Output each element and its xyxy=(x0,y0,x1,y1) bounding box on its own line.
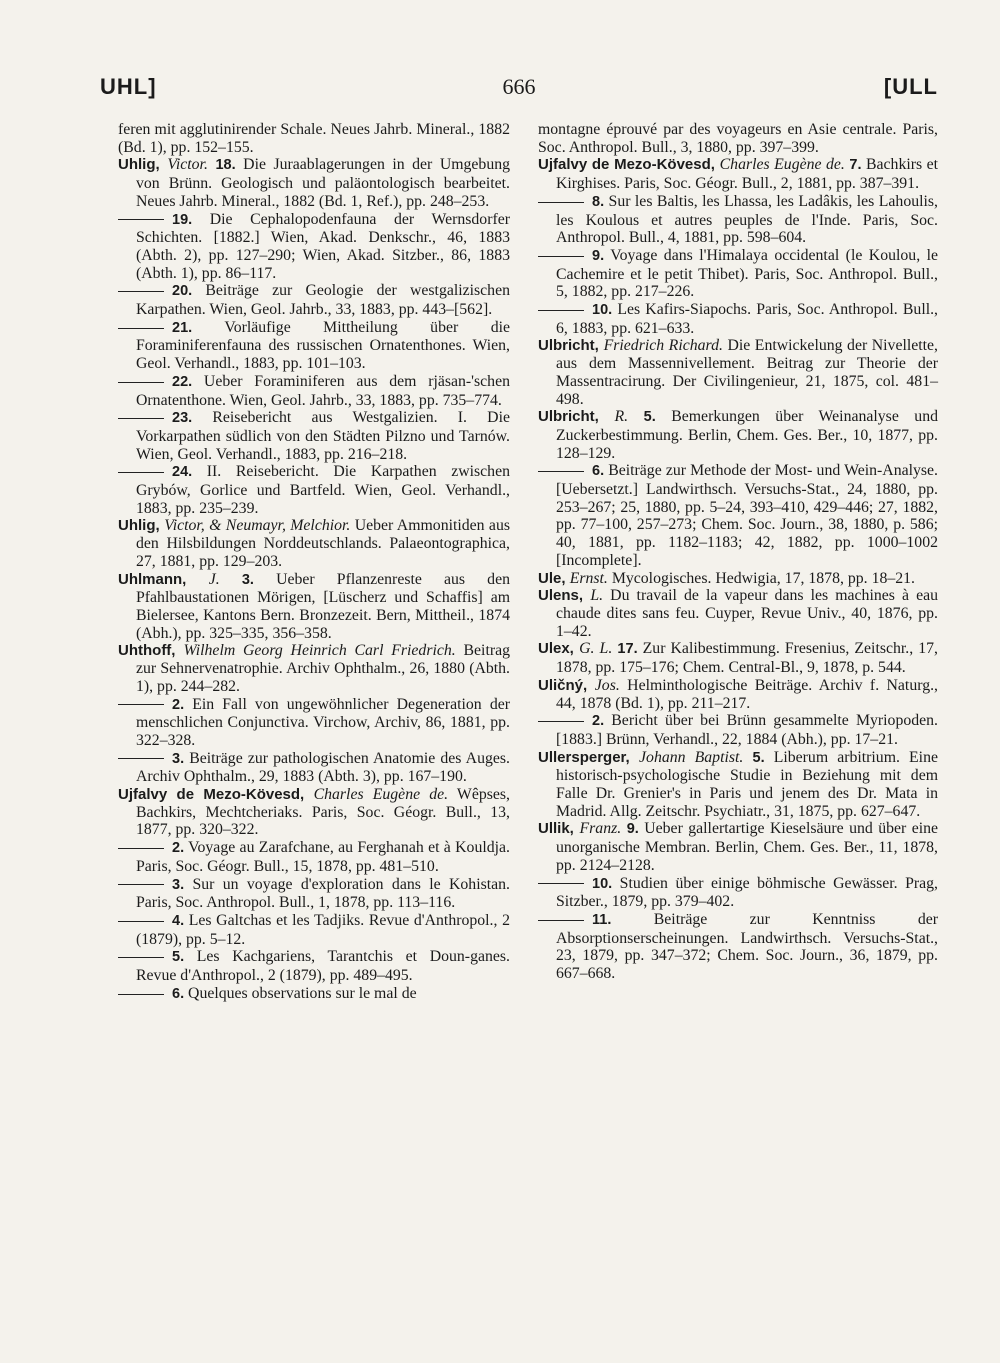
entry-number: 24. xyxy=(172,464,193,481)
author-name: Uhlig, xyxy=(118,517,165,535)
entry-number: 21. xyxy=(172,319,193,336)
entry-number: 7. xyxy=(844,157,862,174)
entry-text: montagne éprouvé par des voyageurs en Asie centrale. Paris, Soc. Anthropol. Bull., 3, 1880, pp. 397–399. xyxy=(538,121,938,156)
bibliography-entry xyxy=(118,319,510,373)
author-forename: Wilhelm Georg Heinrich Carl Friedrich. xyxy=(183,642,456,660)
ditto-dash xyxy=(118,884,164,885)
left-column xyxy=(118,121,510,1003)
ditto-dash xyxy=(118,328,164,329)
author-name: Ule, xyxy=(538,569,570,587)
entry-text: Voyage au Zarafchane, au Ferghanah et à Kouldja. Paris, Soc. Géogr. Bull., 15, 1878, pp. 481–510. xyxy=(136,839,510,875)
entry-number: 17. xyxy=(612,641,638,658)
entry-text: Ueber Foraminiferen aus dem rjäsan-'schen Ornatenthone. Wien, Geol. Jahrb., 33, 1883, pp. 735–774. xyxy=(136,372,510,409)
entry-number: 22. xyxy=(172,373,193,390)
bibliography-entry xyxy=(538,749,938,821)
entry-text: Beiträge zur Geologie der westgalizischen Karpathen. Wien, Geol. Jahrb., 33, 1883, pp. 443–[562]. xyxy=(136,282,510,319)
entry-text: Ein Fall von ungewöhnlicher Degeneration der menschlichen Conjunctiva. Virchow, Archiv, 86, 1881, pp. 322–328. xyxy=(136,695,510,749)
entry-text: Reisebericht aus Westgalizien. I. Die Vorkarpathen südlich von den Städten Pilzno und Tarnów. Wien, Geol. Verhandl., 1883, pp. 216–218. xyxy=(136,409,510,463)
entry-number: 18. xyxy=(207,157,236,174)
entry-number: 3. xyxy=(172,876,185,893)
ditto-dash xyxy=(118,219,164,220)
author-forename: Johann Baptist. xyxy=(639,748,744,766)
entry-number: 4. xyxy=(172,912,185,929)
ditto-dash xyxy=(538,471,584,472)
bibliography-entry xyxy=(538,587,938,640)
bibliography-entry xyxy=(538,408,938,462)
bibliography-entry xyxy=(538,301,938,337)
bibliography-entry xyxy=(118,121,510,156)
bibliography-entry xyxy=(118,642,510,695)
bibliography-entry xyxy=(538,677,938,712)
author-forename: Friedrich Richard. xyxy=(603,337,723,355)
entry-text: Die Juraablagerungen in der Umgebung von Brünn. Geologisch und paläontologisch bearbeitet. Neues Jahrb. Mineral., 1882 (Bd. 1, Ref.), pp. 248–253. xyxy=(136,156,511,210)
ditto-dash xyxy=(538,256,584,257)
entry-number: 19. xyxy=(172,211,193,228)
bibliography-entry xyxy=(118,696,510,750)
author-name: Uhthoff, xyxy=(118,642,184,660)
entry-number: 2. xyxy=(172,840,185,857)
entry-number: 5. xyxy=(172,949,185,966)
entry-text: Beiträge zur Methode der Most- und Wein-Analyse. [Uebersetzt.] Landwirthsch. Versuchs-Stat., 24, 1880, pp. 253–267; 25, 1880, pp. 5–24, 393–410, 429–446; 27, 1882, pp. 77–100, 257–273; Chem. Soc. Journ., 38, 1880, p. 586; 40, 1881, pp. 1182–1183; 42, 1882, pp. 1000–1002 [Incomplete]. xyxy=(556,462,938,569)
entry-number: 2. xyxy=(172,696,185,713)
right-column xyxy=(538,121,938,983)
bibliography-entry xyxy=(538,337,938,408)
entry-text: II. Reisebericht. Die Karpathen zwischen Grybów, Gorlice und Bartfeld. Wien, Geol. Verhandl., 1883, pp. 235–239. xyxy=(136,463,510,517)
author-name: Uličný, xyxy=(538,676,595,694)
bibliography-entry xyxy=(118,985,510,1004)
bibliography-entry xyxy=(538,911,938,983)
bibliography-entry xyxy=(538,156,938,192)
bibliography-entry xyxy=(118,463,510,517)
entry-number: 3. xyxy=(219,571,254,588)
ditto-dash xyxy=(118,382,164,383)
author-name: Ulens, xyxy=(538,587,591,605)
entry-text: Les Kafirs-Siapochs. Paris, Soc. Anthropol. Bull., 6, 1883, pp. 621–633. xyxy=(556,301,938,337)
entry-text: Ueber gallertartige Kieselsäure und über eine unorganische Membran. Berlin, Chem. Ges. Ber., 11, 1878, pp. 2124–2128. xyxy=(556,820,939,874)
ditto-dash xyxy=(118,291,164,292)
bibliography-entry xyxy=(118,750,510,786)
entry-text: Liberum arbitrium. Eine historisch-psychologische Studie in Beziehung mit dem Falle Dr. Grenier's in Paris und jenem des Dr. Mata in Madrid. Allg. Zeitschr. Psychiatr., 31, 1875, pp. 627–647. xyxy=(556,748,938,820)
bibliography-entry xyxy=(118,409,510,463)
author-name: Ulex, xyxy=(538,640,580,658)
bibliography-entry xyxy=(538,875,938,911)
entry-text: Studien über einige böhmische Gewässer. Prag, Sitzber., 1879, pp. 379–402. xyxy=(556,874,938,911)
bibliography-entry xyxy=(118,156,510,210)
entry-number: 20. xyxy=(172,283,193,300)
author-forename: Jos. xyxy=(594,676,620,694)
ditto-dash xyxy=(118,704,164,705)
author-forename: Victor. xyxy=(167,156,208,174)
bibliography-entry xyxy=(118,571,510,643)
bibliography-entry xyxy=(118,282,510,318)
entry-text: Zur Kalibestimmung. Fresenius, Zeitschr., 17, 1878, pp. 175–176; Chem. Central-Bl., 9, 1878, p. 544. xyxy=(556,640,938,677)
header-left-guide: UHL] xyxy=(100,74,157,99)
entry-text: feren mit agglutinirender Schale. Neues Jahrb. Mineral., 1882 (Bd. 1), pp. 152–155. xyxy=(118,121,510,156)
entry-text: Ueber Ammonitiden aus den Hilsbildungen Norddeutschlands. Palaeontographica, 27, 1881, pp. 129–203. xyxy=(136,517,510,570)
entry-number: 10. xyxy=(592,302,613,319)
ditto-dash xyxy=(538,883,584,884)
bibliography-entry xyxy=(538,247,938,301)
bibliography-entry xyxy=(538,640,938,676)
author-forename: Franz. xyxy=(579,820,622,838)
author-forename: Victor, & Neumayr, Melchior. xyxy=(164,517,351,535)
entry-number: 9. xyxy=(592,247,605,264)
entry-text: Voyage dans l'Himalaya occidental (le Koulou, le Cachemire et le petit Thibet). Paris, Soc. Anthropol. Bull., 5, 1882, pp. 217–226. xyxy=(556,246,938,301)
entry-number: 10. xyxy=(592,875,613,892)
bibliography-entry xyxy=(118,839,510,875)
entry-number: 6. xyxy=(592,463,605,480)
entry-text: Bachkirs et Kirghises. Paris, Soc. Géogr. Bull., 2, 1881, pp. 387–391. xyxy=(556,156,939,193)
bibliography-entry xyxy=(118,373,510,409)
author-name: Ulbricht, xyxy=(538,337,604,355)
author-forename: Charles Eugène de. xyxy=(313,786,449,804)
author-name: Ujfalvy de Mezo-Kövesd, xyxy=(118,786,314,804)
entry-text: Sur les Baltis, les Lhassa, les Ladâkis, les Lahoulis, les Koulous et autres peuples de l'Inde. Paris, Soc. Anthropol. Bull., 4, 1881, pp. 598–604. xyxy=(556,192,938,247)
bibliography-entry xyxy=(118,876,510,912)
entry-text: Les Kachgariens, Tarantchis et Doun-ganes. Revue d'Anthropol., 2 (1879), pp. 489–495. xyxy=(136,948,510,985)
entry-text: Les Galtchas et les Tadjiks. Revue d'Anthropol., 2 (1879), pp. 5–12. xyxy=(136,911,510,948)
bibliography-entry xyxy=(118,211,510,283)
author-forename: L. xyxy=(590,587,604,605)
entry-number: 11. xyxy=(592,911,612,928)
entry-text: Helminthologische Beiträge. Archiv f. Naturg., 44, 1878 (Bd. 1), pp. 211–217. xyxy=(556,676,938,712)
entry-number: 2. xyxy=(592,713,605,730)
entry-text: Sur un voyage d'exploration dans le Kohistan. Paris, Soc. Anthropol. Bull., 1, 1878, pp. 113–116. xyxy=(136,875,510,912)
bibliography-entry xyxy=(538,121,938,156)
author-name: Ullersperger, xyxy=(538,748,640,766)
author-forename: R. xyxy=(614,408,629,426)
entry-text: Die Entwickelung der Nivellette, aus dem Massennivellement. Beitrag zur Theorie der Massentracirung. Der Civilingenieur, 21, 1875, col. 481–498. xyxy=(556,337,938,408)
entry-number: 3. xyxy=(172,750,185,767)
header-right-guide: [ULL xyxy=(883,74,938,99)
entry-text: Quelques observations sur le mal de xyxy=(184,984,417,1002)
bibliography-entry xyxy=(118,948,510,984)
ditto-dash xyxy=(538,310,584,311)
entry-number: 5. xyxy=(628,409,656,426)
bibliography-entry xyxy=(538,193,938,247)
entry-text: Mycologisches. Hedwigia, 17, 1878, pp. 18–21. xyxy=(607,569,916,587)
ditto-dash xyxy=(118,758,164,759)
bibliography-entry xyxy=(538,462,938,569)
ditto-dash xyxy=(118,418,164,419)
author-name: Uhlmann, xyxy=(118,570,209,588)
entry-number: 6. xyxy=(172,985,185,1002)
entry-number: 8. xyxy=(592,193,605,210)
bibliography-entry xyxy=(538,570,938,588)
author-name: Ujfalvy de Mezo-Kövesd, xyxy=(538,156,720,174)
ditto-dash xyxy=(118,921,164,922)
entry-text: Bericht über bei Brünn gesammelte Myriopoden. [1883.] Brünn, Verhandl., 22, 1884 (Abh.), pp. 17–21. xyxy=(556,712,938,748)
author-name: Uhlig, xyxy=(118,156,168,174)
entry-number: 5. xyxy=(743,749,765,766)
ditto-dash xyxy=(118,994,164,995)
entry-text: Bemerkungen über Weinanalyse und Zuckerbestimmung. Berlin, Chem. Ges. Ber., 10, 1877, pp. 128–129. xyxy=(556,408,938,462)
author-forename: Charles Eugène de. xyxy=(719,156,845,174)
entry-text: Beiträge zur Kenntniss der Absorptionserscheinungen. Landwirthsch. Versuchs-Stat., 23, 1879, pp. 347–372; Chem. Soc. Journ., 36, 1879, pp. 667–668. xyxy=(556,910,938,983)
entry-number: 23. xyxy=(172,410,193,427)
entry-text: Beiträge zur pathologischen Anatomie des Auges. Archiv Ophthalm., 29, 1883 (Abth. 3), pp. 167–190. xyxy=(136,749,510,786)
author-name: Ullik, xyxy=(538,820,580,838)
entry-text: Die Cephalopodenfauna der Wernsdorfer Schichten. [1882.] Wien, Akad. Denkschr., 46, 1883 (Abth. 2), pp. 127–290; Wien, Akad. Sitzber., 86, 1883 (Abth. 1), pp. 86–117. xyxy=(136,210,510,282)
entry-text: Ueber Pflanzenreste aus den Pfahlbaustationen Mörigen, [Lüscherz und Schaffis] am Bielersee, Kantons Bern. Bronzezeit. Bern, Mittheil., 1874 (Abh.), pp. 325–335, 356–358. xyxy=(136,570,510,642)
bibliography-entry xyxy=(538,712,938,748)
entry-text: Wêpses, Bachkirs, Mechtcheriaks. Paris, Soc. Géogr. Bull., 13, 1877, pp. 320–322. xyxy=(136,786,511,839)
bibliography-entry xyxy=(118,517,510,570)
bibliography-entry xyxy=(118,786,510,839)
entry-text: Du travail de la vapeur dans les machines à eau chaude dites sans feu. Cuyper, Revue Univ., 40, 1876, pp. 1–42. xyxy=(556,587,938,640)
ditto-dash xyxy=(538,920,584,921)
entry-number: 9. xyxy=(621,821,639,838)
bibliography-entry xyxy=(538,820,938,874)
ditto-dash xyxy=(118,848,164,849)
page-header xyxy=(100,74,938,106)
author-forename: J. xyxy=(208,570,220,588)
ditto-dash xyxy=(538,202,584,203)
bibliography-entry xyxy=(118,912,510,948)
page-number: 666 xyxy=(502,74,536,99)
author-name: Ulbricht, xyxy=(538,408,615,426)
ditto-dash xyxy=(118,472,164,473)
ditto-dash xyxy=(118,957,164,958)
author-forename: G. L. xyxy=(579,640,613,658)
author-forename: Ernst. xyxy=(569,569,608,587)
ditto-dash xyxy=(538,721,584,722)
entry-text: Vorläufige Mittheilung über die Foraminiferenfauna des russischen Ornatenthones. Wien, Geol. Verhandl., 1883, pp. 101–103. xyxy=(136,318,510,373)
entry-text: Beitrag zur Sehnervenatrophie. Archiv Ophthalm., 26, 1880 (Abth. 1), pp. 244–282. xyxy=(136,642,511,695)
